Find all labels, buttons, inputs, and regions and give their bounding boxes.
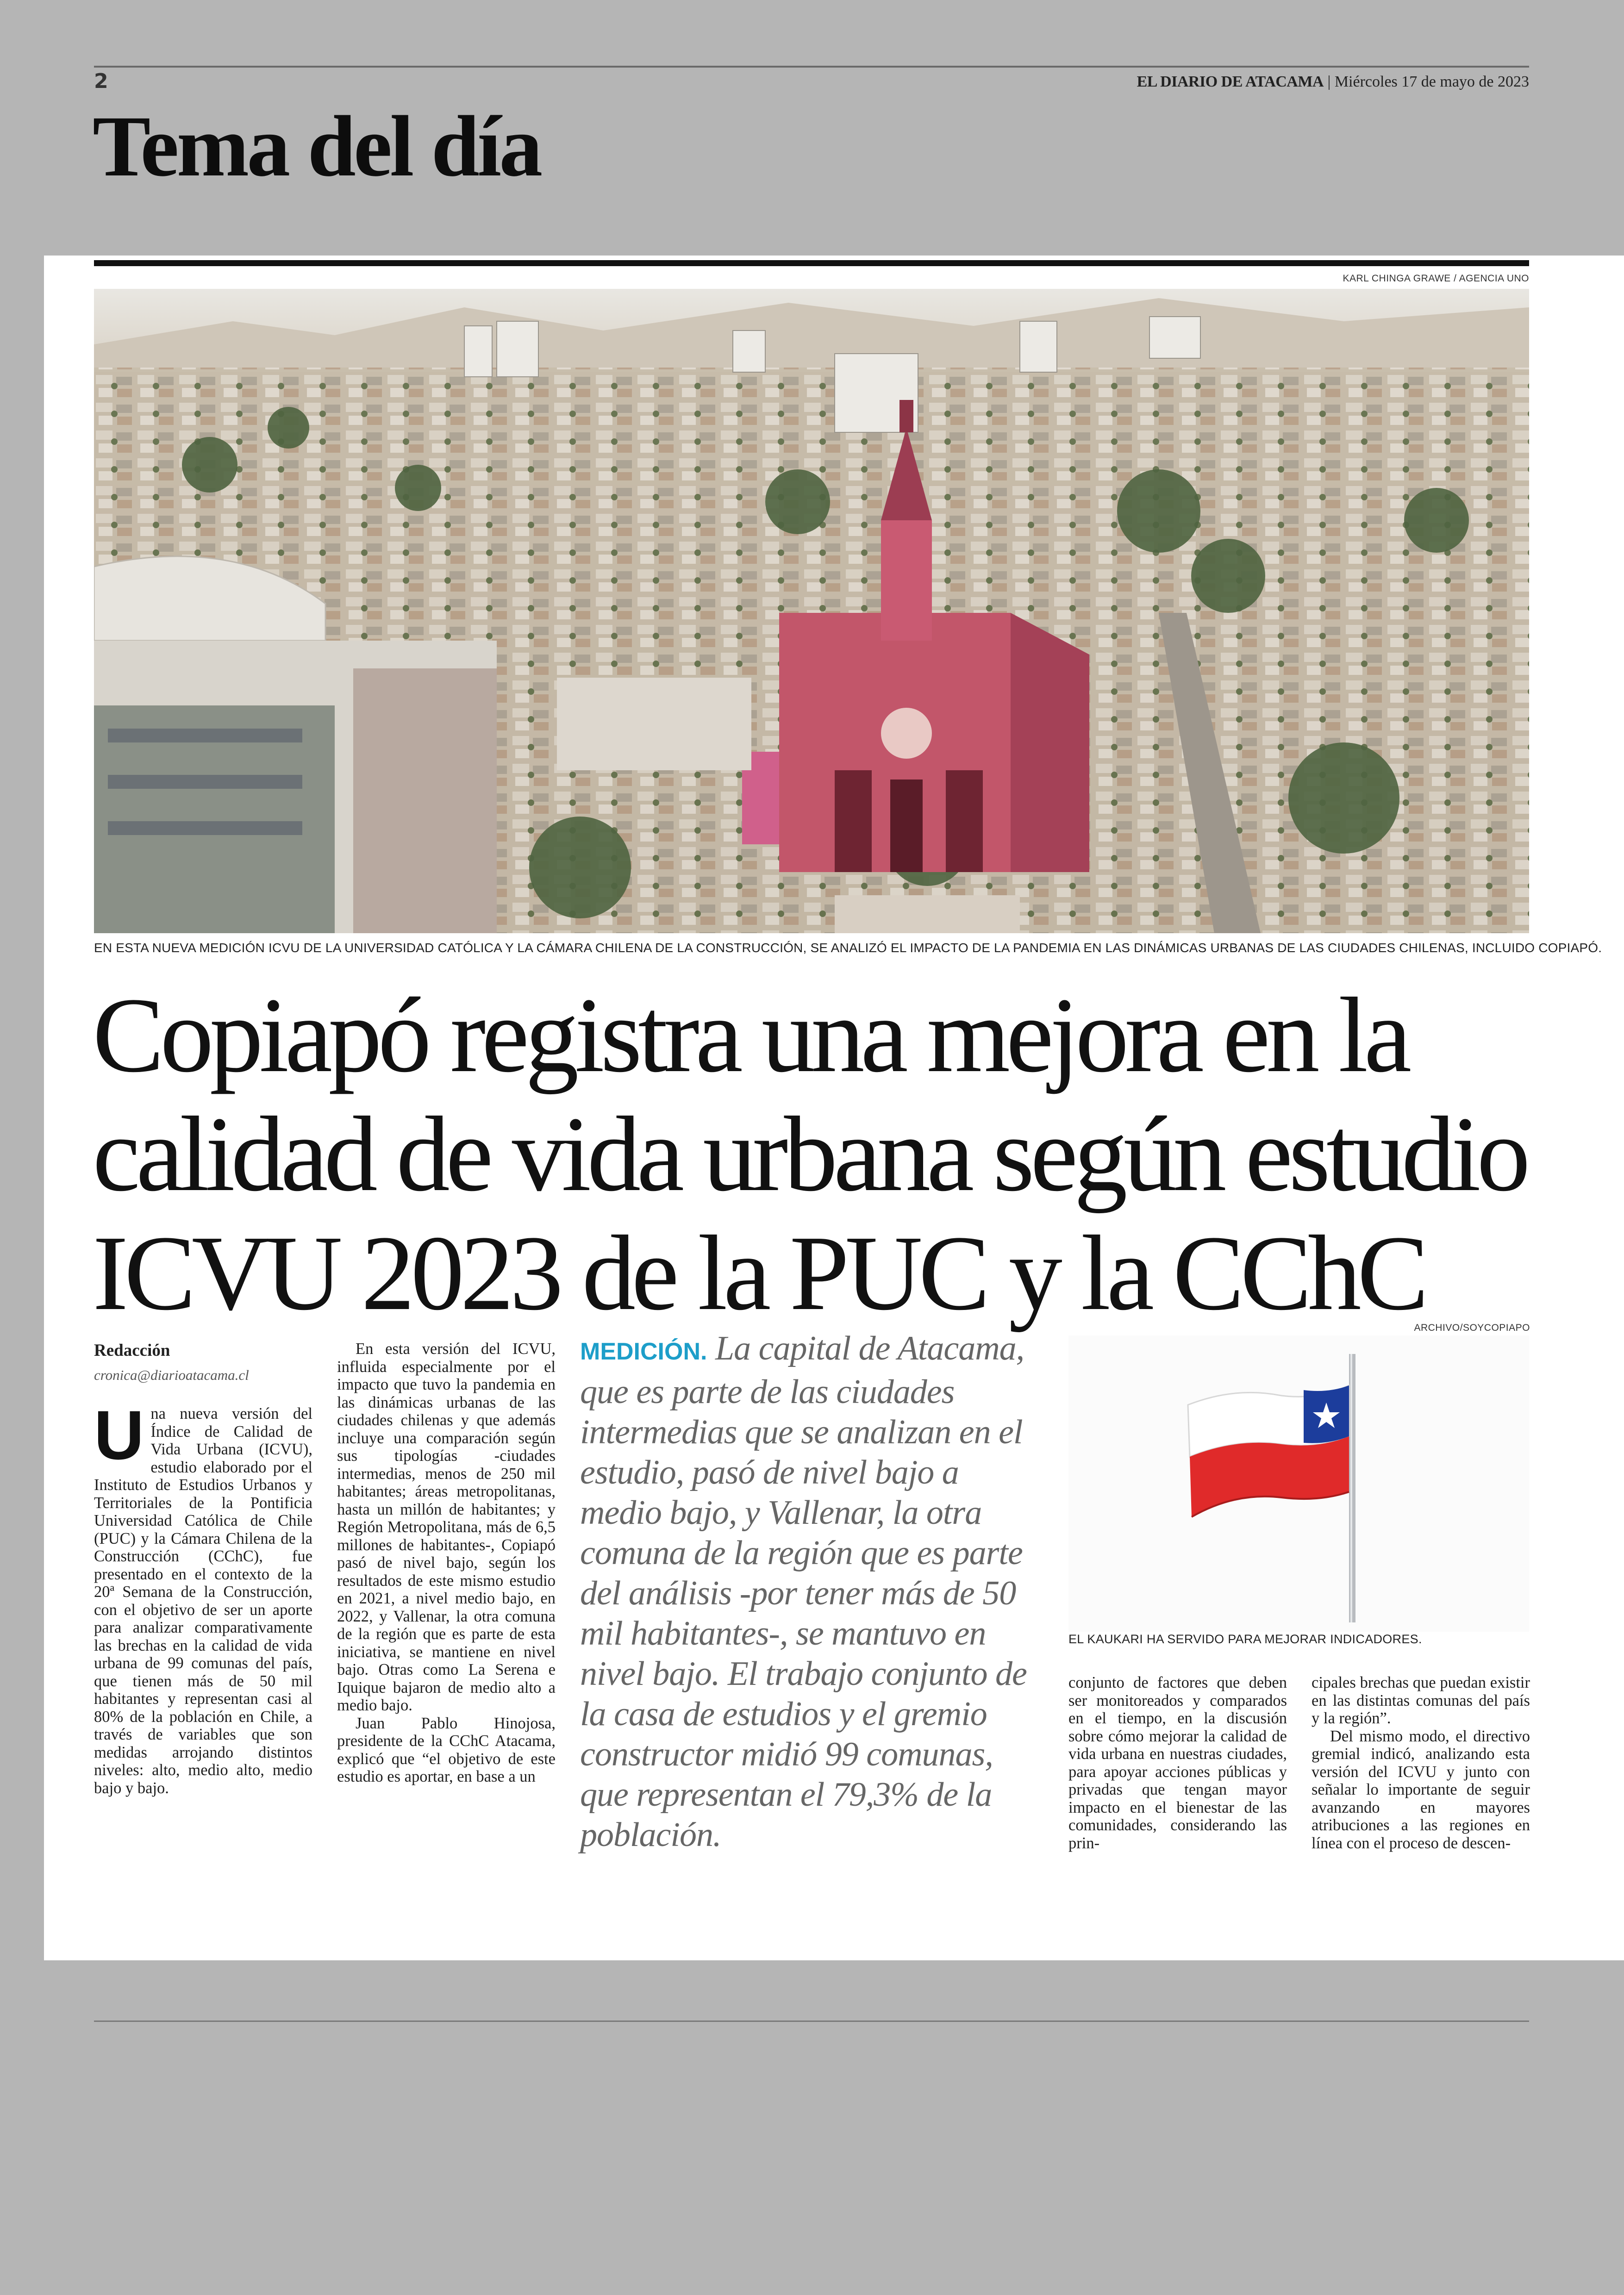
issue-date: Miércoles 17 de mayo de 2023: [1334, 73, 1529, 90]
byline-author: Redacción: [94, 1341, 170, 1360]
body-col5-paragraph-2: Del mismo modo, el directivo gremial indicó, analizando esta versión del ICVU y junto con señalar lo importante de seguir avanzando en mayores atribuciones a las regiones en línea con el proceso de descen-: [1312, 1727, 1530, 1852]
flag-photo: [1068, 1335, 1529, 1632]
bottom-rule: [94, 2021, 1529, 2022]
main-photo-credit: KARL CHINGA GRAWE / AGENCIA UNO: [1343, 273, 1529, 284]
body-col2-paragraph-2: Juan Pablo Hinojosa, presidente de la CChC Atacama, explicó que “el objetivo de este estudio es aportar, en base a un: [337, 1714, 556, 1785]
newspaper-name: EL DIARIO DE ATACAMA: [1137, 73, 1324, 90]
headline-line-2: calidad de vida urbana según estudio: [93, 1095, 1526, 1214]
body-col5-paragraph-1: cipales brechas que puedan existir en las distintas comunas del país y la región”.: [1312, 1674, 1530, 1727]
body-col1-text: na nueva versión del Índice de Calidad de Vida Urbana (ICVU), estudio elaborado por el Instituto de Estudios Urbanos y Territoriales de la Pontificia Universidad Católica de Chile (PUC) y la Cámara Chilena de la Construcción (CChC), fue presentado en el contexto de la 20ª Semana de la Construcción, con el objetivo de ser un aporte para analizar comparativamente las brechas en la calidad de vida urbana de 99 comunas del país, que tienen más de 50 mil habitantes y representan casi al 80% de la población en Chile, a través de variables que son medidas arrojando distintos niveles: alto, medio alto, medio bajo y bajo.: [94, 1405, 312, 1797]
pull-quote: [580, 1328, 1048, 1855]
top-rule: [94, 66, 1529, 68]
flag-photo-credit: ARCHIVO/SOYCOPIAPO: [1414, 1322, 1530, 1333]
pull-quote-text: La capital de Atacama, que es parte de las ciudades intermedias que se analizan en el estudio, pasó de nivel bajo a medio bajo, y Vallenar, la otra comuna de la región que es parte del análisis -por tener más de 50 mil habitantes-, se mantuvo en nivel bajo. El trabajo conjunto de la casa de estudios y el gremio constructor midió 99 comunas, que representan el 79,3% de la población.: [580, 1329, 1027, 1854]
headline-line-1: Copiapó registra una mejora en la: [93, 976, 1408, 1095]
drop-cap: U: [94, 1396, 144, 1474]
page-number: 2: [94, 69, 108, 93]
chilean-flag-image: [1068, 1335, 1529, 1632]
header-separator: |: [1324, 73, 1335, 90]
headline-line-3: ICVU 2023 de la PUC y la CChC: [93, 1214, 1425, 1333]
body-column-2: [337, 1340, 556, 1786]
flag-photo-caption: EL KAUKARI HA SERVIDO PARA MEJORAR INDICADORES.: [1068, 1632, 1422, 1646]
masthead-info: [1137, 73, 1529, 91]
main-photo: [94, 289, 1529, 933]
section-rule: [94, 260, 1529, 266]
body-col4-text: conjunto de factores que deben ser monitoreados y comparados en el tiempo, en la discusión sobre cómo mejorar la calidad de vida urbana en nuestras ciudades, para apoyar acciones públicas y privadas que tengan mayor impacto en el bienestar de las comunidades, considerando las prin-: [1068, 1674, 1287, 1852]
body-column-1: [94, 1396, 312, 1797]
article-headline: [93, 976, 1546, 1333]
body-col2-paragraph-1: En esta versión del ICVU, influida especialmente por el impacto que tuvo la pandemia en las dinámicas urbanas de las ciudades chilenas y que además incluye una comparación según sus tipologías -ciudades intermedias, menos de 250 mil habitantes; áreas metropolitanas, hasta un millón de habitantes; y Región Metropolitana, más de 6,5 millones de habitantes-, Copiapó pasó de nivel bajo, según los resultados de este mismo estudio en 2021, a nivel medio bajo, en 2022, y Vallenar, la otra comuna de la región que es parte de esta iniciativa, se mantiene en nivel bajo. Otras como La Serena e Iquique bajaron de medio alto a medio bajo.: [337, 1340, 556, 1714]
body-column-5: [1312, 1674, 1530, 1852]
section-title: Tema del día: [93, 98, 541, 194]
body-column-4: [1068, 1674, 1287, 1852]
main-photo-caption: EN ESTA NUEVA MEDICIÓN ICVU DE LA UNIVERSIDAD CATÓLICA Y LA CÁMARA CHILENA DE LA CONSTRUCCIÓN, SE ANALIZÓ EL IMPACTO DE LA PANDEMIA EN LAS DINÁMICAS URBANAS DE LAS CIUDADES CHILENAS, INCLUIDO COPIAPÓ.: [94, 941, 1602, 955]
byline-email: cronica@diarioatacama.cl: [94, 1367, 249, 1383]
city-aerial-image: [94, 289, 1529, 933]
pull-quote-kicker: MEDICIÓN.: [580, 1338, 707, 1365]
